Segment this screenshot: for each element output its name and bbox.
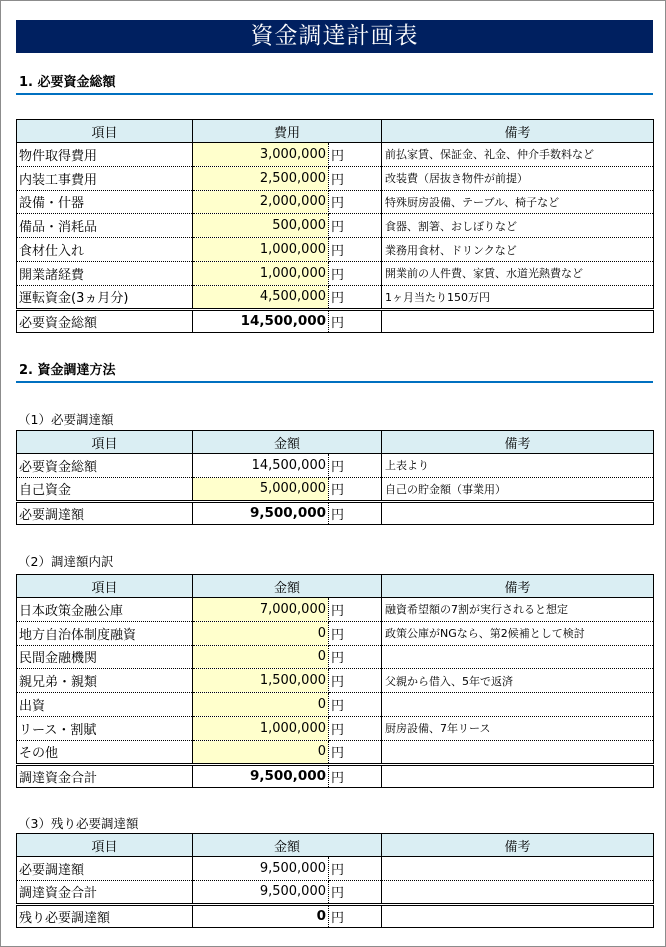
total-label: 残り必要調達額 <box>17 904 193 928</box>
note-cell[interactable]: 自己の貯金額（事業用） <box>382 477 654 501</box>
currency-cell: 円 <box>329 166 382 190</box>
currency-cell: 円 <box>329 693 382 717</box>
item-cell[interactable]: 設備・什器 <box>17 190 193 214</box>
table-row <box>17 143 654 167</box>
column-header-item: 項目 <box>17 120 193 143</box>
currency-cell: 円 <box>329 669 382 693</box>
column-header-amount: 金額 <box>193 431 382 454</box>
column-header-amount: 費用 <box>193 120 382 143</box>
currency-cell: 円 <box>329 214 382 238</box>
currency-cell: 円 <box>329 645 382 669</box>
column-header-item: 項目 <box>17 575 193 598</box>
note-cell[interactable]: 上表より <box>382 454 654 478</box>
amount-input-cell[interactable]: 5,000,000 <box>193 477 329 501</box>
currency-cell: 円 <box>329 598 382 622</box>
note-cell[interactable] <box>382 309 654 333</box>
section-heading-funding-methods: 2. 資金調達方法 <box>16 361 653 383</box>
amount-input-cell[interactable]: 0 <box>193 645 329 669</box>
note-cell[interactable]: 開業前の人件費、家賃、水道光熱費など <box>382 261 654 285</box>
table-row <box>17 477 654 501</box>
required-funds-table <box>16 119 654 333</box>
currency-cell: 円 <box>329 740 382 764</box>
table-header-row <box>17 120 654 143</box>
amount-input-cell[interactable]: 0 <box>193 740 329 764</box>
table-row <box>17 190 654 214</box>
note-cell[interactable] <box>382 645 654 669</box>
column-header-note: 備考 <box>382 120 654 143</box>
column-header-item: 項目 <box>17 431 193 454</box>
item-cell[interactable]: 物件取得費用 <box>17 143 193 167</box>
note-cell[interactable] <box>382 904 654 928</box>
amount-input-cell[interactable]: 500,000 <box>193 214 329 238</box>
table-row <box>17 166 654 190</box>
amount-input-cell[interactable]: 2,000,000 <box>193 190 329 214</box>
item-cell[interactable]: 民間金融機関 <box>17 645 193 669</box>
note-cell[interactable] <box>382 740 654 764</box>
note-cell[interactable] <box>382 764 654 788</box>
item-cell[interactable]: その他 <box>17 740 193 764</box>
table-row <box>17 454 654 478</box>
item-cell[interactable]: 地方自治体制度融資 <box>17 621 193 645</box>
note-cell[interactable]: 業務用食材、ドリンクなど <box>382 238 654 262</box>
total-row <box>17 501 654 525</box>
currency-cell: 円 <box>329 190 382 214</box>
table-row <box>17 857 654 881</box>
total-amount: 9,500,000 <box>193 764 329 788</box>
amount-cell: 14,500,000 <box>193 454 329 478</box>
table-header-row <box>17 575 654 598</box>
note-cell[interactable]: 食器、割箸、おしぼりなど <box>382 214 654 238</box>
item-cell[interactable]: 必要資金総額 <box>17 454 193 478</box>
note-cell[interactable]: 特殊厨房設備、テーブル、椅子など <box>382 190 654 214</box>
amount-input-cell[interactable]: 1,000,000 <box>193 716 329 740</box>
note-cell[interactable]: 前払家賃、保証金、礼金、仲介手数料など <box>382 143 654 167</box>
amount-input-cell[interactable]: 1,500,000 <box>193 669 329 693</box>
amount-input-cell[interactable]: 1,000,000 <box>193 238 329 262</box>
table-row <box>17 261 654 285</box>
table-row <box>17 880 654 904</box>
item-cell[interactable]: 運転資金(3ヵ月分) <box>17 285 193 309</box>
note-cell[interactable] <box>382 501 654 525</box>
note-cell[interactable]: 父親から借入、5年で返済 <box>382 669 654 693</box>
subheading-funding-breakdown: （2）調達額内訳 <box>18 554 114 569</box>
total-amount: 14,500,000 <box>193 309 329 333</box>
item-cell[interactable]: 出資 <box>17 693 193 717</box>
table-row <box>17 238 654 262</box>
section-heading-required-funds: 1. 必要資金総額 <box>16 73 653 95</box>
item-cell[interactable]: 食材仕入れ <box>17 238 193 262</box>
amount-input-cell[interactable]: 0 <box>193 693 329 717</box>
note-cell[interactable]: 融資希望額の7割が実行されると想定 <box>382 598 654 622</box>
table-header-row <box>17 834 654 857</box>
table-row <box>17 214 654 238</box>
amount-input-cell[interactable]: 7,000,000 <box>193 598 329 622</box>
total-label: 調達資金合計 <box>17 764 193 788</box>
item-cell[interactable]: 必要調達額 <box>17 857 193 881</box>
amount-input-cell[interactable]: 2,500,000 <box>193 166 329 190</box>
column-header-amount: 金額 <box>193 575 382 598</box>
note-cell[interactable]: 政策公庫がNGなら、第2候補として検討 <box>382 621 654 645</box>
note-cell[interactable] <box>382 857 654 881</box>
note-cell[interactable]: 改装費（居抜き物件が前提） <box>382 166 654 190</box>
item-cell[interactable]: 自己資金 <box>17 477 193 501</box>
currency-cell: 円 <box>329 309 382 333</box>
remaining-funding-table <box>16 833 654 928</box>
total-label: 必要調達額 <box>17 501 193 525</box>
table-row <box>17 598 654 622</box>
item-cell[interactable]: 備品・消耗品 <box>17 214 193 238</box>
currency-cell: 円 <box>329 143 382 167</box>
column-header-note: 備考 <box>382 431 654 454</box>
total-amount: 9,500,000 <box>193 501 329 525</box>
column-header-note: 備考 <box>382 575 654 598</box>
table-row <box>17 645 654 669</box>
amount-input-cell[interactable]: 0 <box>193 621 329 645</box>
column-header-item: 項目 <box>17 834 193 857</box>
currency-cell: 円 <box>329 285 382 309</box>
amount-cell: 9,500,000 <box>193 880 329 904</box>
note-cell[interactable] <box>382 693 654 717</box>
total-row <box>17 764 654 788</box>
currency-cell: 円 <box>329 621 382 645</box>
table-header-row <box>17 431 654 454</box>
total-amount: 0 <box>193 904 329 928</box>
funding-breakdown-table <box>16 574 654 788</box>
table-row <box>17 693 654 717</box>
page-title: 資金調達計画表 <box>16 20 653 53</box>
currency-cell: 円 <box>329 716 382 740</box>
currency-cell: 円 <box>329 880 382 904</box>
item-cell[interactable]: 開業諸経費 <box>17 261 193 285</box>
note-cell[interactable] <box>382 880 654 904</box>
currency-cell: 円 <box>329 477 382 501</box>
column-header-amount: 金額 <box>193 834 382 857</box>
item-cell[interactable]: 日本政策金融公庫 <box>17 598 193 622</box>
table-row <box>17 669 654 693</box>
table-row <box>17 285 654 309</box>
table-row <box>17 740 654 764</box>
currency-cell: 円 <box>329 904 382 928</box>
item-cell[interactable]: リース・割賦 <box>17 716 193 740</box>
item-cell[interactable]: 内装工事費用 <box>17 166 193 190</box>
currency-cell: 円 <box>329 857 382 881</box>
total-row <box>17 309 654 333</box>
total-label: 必要資金総額 <box>17 309 193 333</box>
amount-input-cell[interactable]: 4,500,000 <box>193 285 329 309</box>
item-cell[interactable]: 親兄弟・親類 <box>17 669 193 693</box>
subheading-required-funding: （1）必要調達額 <box>18 412 114 427</box>
currency-cell: 円 <box>329 261 382 285</box>
item-cell[interactable]: 調達資金合計 <box>17 880 193 904</box>
table-row <box>17 621 654 645</box>
currency-cell: 円 <box>329 238 382 262</box>
amount-cell: 9,500,000 <box>193 857 329 881</box>
amount-input-cell[interactable]: 1,000,000 <box>193 261 329 285</box>
total-row <box>17 904 654 928</box>
currency-cell: 円 <box>329 501 382 525</box>
column-header-note: 備考 <box>382 834 654 857</box>
currency-cell: 円 <box>329 454 382 478</box>
table-row <box>17 716 654 740</box>
note-cell[interactable]: 1ヶ月当たり150万円 <box>382 285 654 309</box>
amount-input-cell[interactable]: 3,000,000 <box>193 143 329 167</box>
currency-cell: 円 <box>329 764 382 788</box>
note-cell[interactable]: 厨房設備、7年リース <box>382 716 654 740</box>
required-funding-table <box>16 430 654 525</box>
subheading-remaining-funding: （3）残り必要調達額 <box>18 816 139 831</box>
